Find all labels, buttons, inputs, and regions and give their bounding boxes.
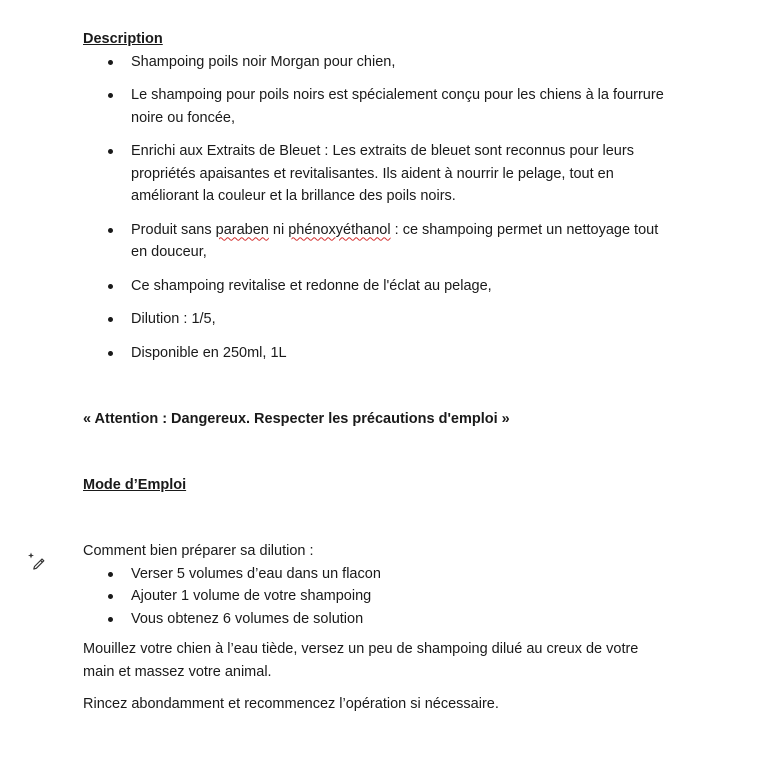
list-item: Le shampoing pour poils noirs est spécialement conçu pour les chiens à la fourrure noire ou foncée, — [83, 84, 673, 129]
list-item: Dilution : 1/5, — [83, 308, 673, 331]
rinse-paragraph: Rincez abondamment et recommencez l’opération si nécessaire. — [83, 696, 499, 712]
dilution-steps-list — [83, 563, 673, 631]
list-item: Ajouter 1 volume de votre shampoing — [83, 585, 673, 608]
magic-wand-pen-icon[interactable] — [26, 551, 46, 571]
list-item: Enrichi aux Extraits de Bleuet : Les extraits de bleuet sont reconnus pour leurs propriétés apaisantes et revitalisantes. Ils aident à nourrir le pelage, tout en améliorant la couleur et la brillance des poils noirs. — [83, 140, 673, 208]
list-item: Verser 5 volumes d’eau dans un flacon — [83, 563, 673, 586]
spelling-error-word[interactable]: paraben — [215, 221, 269, 238]
list-item: Shampoing poils noir Morgan pour chien, — [83, 51, 673, 74]
description-list — [83, 51, 673, 365]
document-page — [83, 28, 673, 716]
instructions-paragraph: Mouillez votre chien à l’eau tiède, versez un peu de shampoing dilué au creux de votre main et massez votre animal. — [83, 641, 639, 680]
list-item: Produit sans paraben ni phénoxyéthanol : ce shampoing permet un nettoyage tout en douceur, — [83, 219, 673, 264]
spelling-error-word[interactable]: phénoxyéthanol — [288, 221, 391, 238]
description-heading: Description — [83, 31, 163, 47]
list-item: Disponible en 250ml, 1L — [83, 342, 673, 365]
mode-emploi-heading: Mode d’Emploi — [83, 476, 187, 493]
list-item: Vous obtenez 6 volumes de solution — [83, 608, 673, 631]
list-item: Ce shampoing revitalise et redonne de l'éclat au pelage, — [83, 275, 673, 298]
warning-text: « Attention : Dangereux. Respecter les précautions d'emploi » — [83, 411, 510, 427]
dilution-intro: Comment bien préparer sa dilution : — [83, 543, 314, 559]
